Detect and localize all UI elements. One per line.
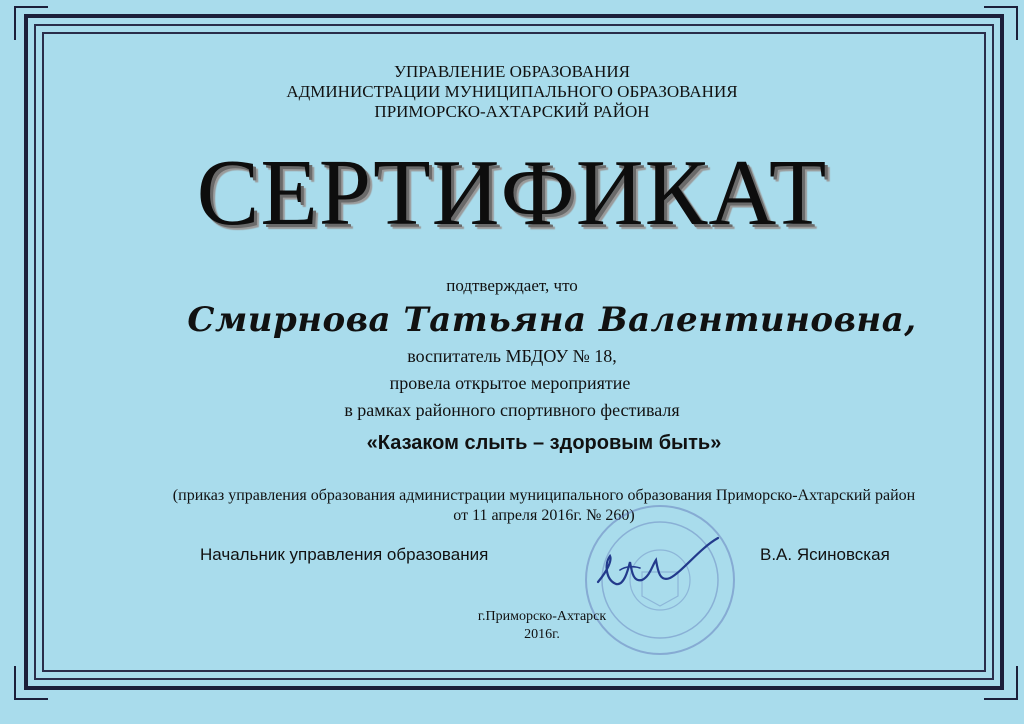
frame-corner-bottom-right: [984, 666, 1018, 700]
issue-city: г.Приморско-Ахтарск: [477, 609, 607, 624]
order-line-1: (приказ управления образования администрации муниципального образования Приморско-Ахтарский район: [172, 487, 916, 504]
order-line-2: от 11 апреля 2016г. № 260): [453, 507, 635, 524]
recipient-name: Смирнова Татьяна Валентиновна,: [187, 300, 917, 340]
confirms-text: подтверждает, что: [446, 276, 578, 295]
signer-name: В.А. Ясиновская: [760, 545, 890, 564]
issuer-line-2: АДМИНИСТРАЦИИ МУНИЦИПАЛЬНОГО ОБРАЗОВАНИЯ: [286, 82, 738, 101]
frame-corner-top-right: [984, 6, 1018, 40]
frame-corner-bottom-left: [14, 666, 48, 700]
issue-place-date: [30, 608, 1024, 644]
handwritten-signature: [590, 530, 730, 600]
signer-title: Начальник управления образования: [200, 545, 489, 564]
festival-name: «Казаком слыть – здоровым быть»: [366, 432, 722, 454]
festival-context-line: в рамках районного спортивного фестиваля: [344, 400, 680, 420]
activity-line: провела открытое мероприятие: [389, 373, 631, 393]
frame-corner-top-left: [14, 6, 48, 40]
issuer-heading: [0, 62, 1024, 122]
certificate-title: СЕРТИФИКАТ: [196, 141, 828, 245]
position-line: воспитатель МБДОУ № 18,: [407, 346, 617, 366]
order-reference: [32, 486, 1024, 526]
issuer-line-1: УПРАВЛЕНИЕ ОБРАЗОВАНИЯ: [393, 62, 631, 81]
issue-year: 2016г.: [524, 627, 560, 642]
issuer-line-3: ПРИМОРСКО-АХТАРСКИЙ РАЙОН: [374, 102, 650, 121]
